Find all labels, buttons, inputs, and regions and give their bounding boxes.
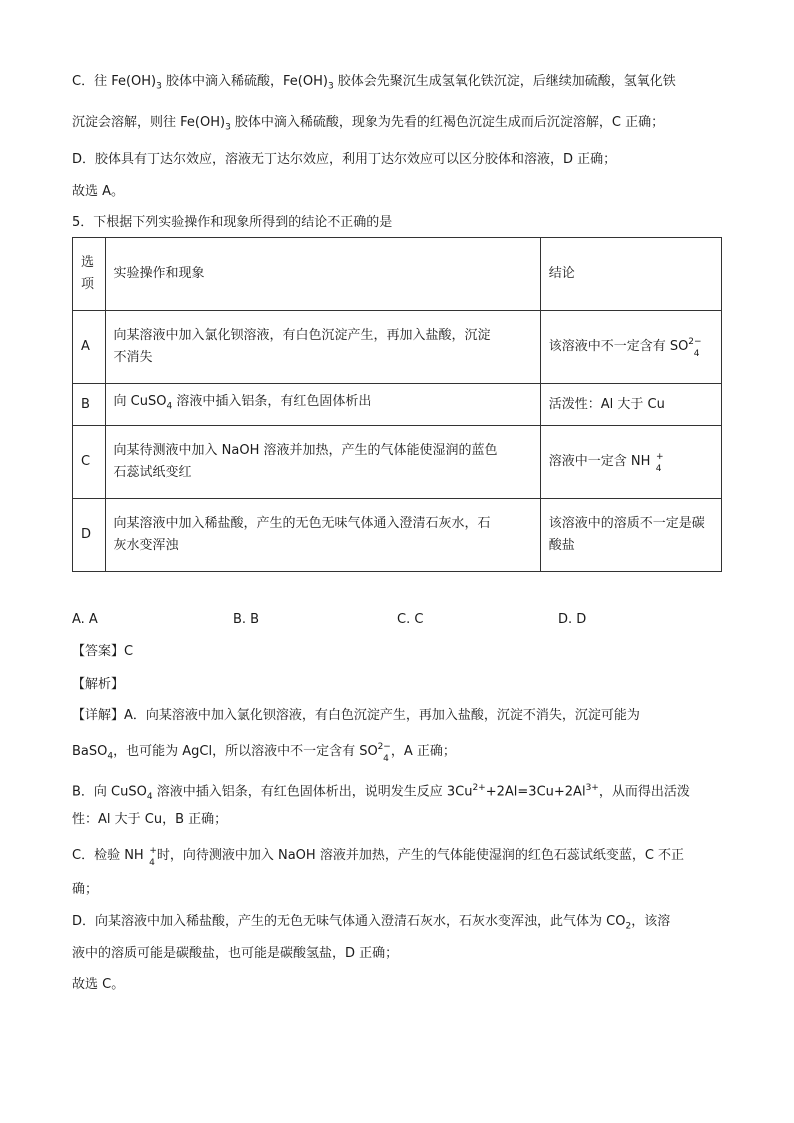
row-operation: 向某溶液中加入氯化钡溶液，有白色沉淀产生，再加入盐酸，沉淀 不消失	[105, 311, 540, 384]
analysis-b-line2: 性：Al 大于 Cu，B 正确；	[72, 812, 228, 827]
intro-choose: 故选 A。	[72, 184, 125, 199]
row-option: A	[73, 311, 106, 384]
row-option: B	[73, 384, 106, 426]
row-conclusion: 溶液中一定含 NH + 4	[540, 426, 721, 499]
row-operation: 向 CuSO$_4$ 溶液中插入铝条，有红色固体析出	[105, 384, 540, 426]
header-conclusion: 结论	[540, 238, 721, 311]
header-operation: 实验操作和现象	[105, 238, 540, 311]
choice-b[interactable]: B. B	[233, 612, 260, 627]
choice-a[interactable]: A. A	[72, 612, 98, 627]
analysis-c-line2: 确；	[72, 882, 99, 897]
table-row	[73, 499, 722, 572]
answer-label: 【答案】C	[72, 644, 134, 659]
question-title: 5．下根据下列实验操作和现象所得到的结论不正确的是	[72, 215, 393, 230]
analysis-c-line1: C．检验 NH + 4 时，向待测液中加入 NaOH 溶液并加热，产生的气体能使湿润的红色石蕊试纸变蓝，C 不正	[72, 846, 685, 868]
experiment-table	[72, 237, 722, 572]
row-option: D	[73, 499, 106, 572]
choice-d[interactable]: D. D	[558, 612, 587, 627]
table-row	[73, 311, 722, 384]
analysis-d-line1: D．向某溶液中加入稀盐酸，产生的无色无味气体通入澄清石灰水，石灰水变浑浊，此气体为 $CO_2$，该溶	[72, 914, 671, 932]
row-conclusion: 该溶液中的溶质不一定是碳 酸盐	[540, 499, 721, 572]
analysis-label: 【解析】	[72, 677, 125, 692]
table-row	[73, 384, 722, 426]
intro-d-line: D．胶体具有丁达尔效应，溶液无丁达尔效应，利用丁达尔效应可以区分胶体和溶液，D 正确；	[72, 152, 617, 167]
analysis-a-line2: BaSO$_4$，也可能为 AgCl，所以溶液中不一定含有 SO 2− 4 ，A 正确；	[72, 742, 456, 764]
answer-choices	[72, 612, 592, 632]
choice-c[interactable]: C. C	[397, 612, 424, 627]
intro-c-line2: 沉淀会溶解，则往 $Fe(OH)_3$ 胶体中滴入稀硫酸，现象为先看的红褐色沉淀生成而后沉淀溶解，C 正确；	[72, 115, 665, 133]
table-row	[73, 426, 722, 499]
analysis-choose: 故选 C。	[72, 977, 125, 992]
analysis-a-line1: 【详解】A．向某溶液中加入氯化钡溶液，有白色沉淀产生，再加入盐酸，沉淀不消失，沉淀可能为	[72, 708, 640, 723]
row-conclusion: 该溶液中不一定含有 SO 2− 4	[540, 311, 721, 384]
intro-c-line1: C．往 $Fe(OH)_3$ 胶体中滴入稀硫酸，$Fe(OH)_3$ 胶体会先聚沉生成氢氧化铁沉淀，后继续加硫酸，氢氧化铁	[72, 74, 676, 92]
analysis-b-line1: B．向 CuSO$_4$ 溶液中插入铝条，有红色固体析出，说明发生反应 $3Cu^{2+}+2Al=3Cu+2Al^{3+}$，从而得出活泼	[72, 783, 690, 802]
row-conclusion: 活泼性：Al 大于 Cu	[540, 384, 721, 426]
header-option: 选 项	[73, 238, 106, 311]
table-header-row	[73, 238, 722, 311]
row-option: C	[73, 426, 106, 499]
row-operation: 向某溶液中加入稀盐酸，产生的无色无味气体通入澄清石灰水，石 灰水变浑浊	[105, 499, 540, 572]
row-operation: 向某待测液中加入 NaOH 溶液并加热，产生的气体能使湿润的蓝色 石蕊试纸变红	[105, 426, 540, 499]
analysis-d-line2: 液中的溶质可能是碳酸盐，也可能是碳酸氢盐，D 正确；	[72, 946, 399, 961]
